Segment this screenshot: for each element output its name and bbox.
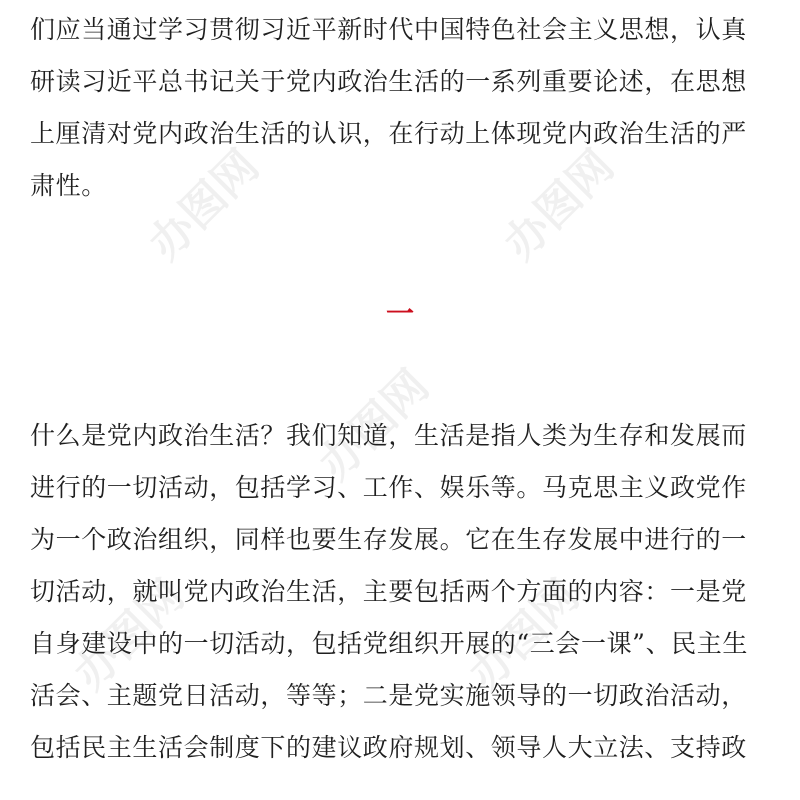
text-line: 进行的一切活动，包括学习、工作、娱乐等。马克思主义政党作 [30,473,747,502]
watermark: 办图网 [64,570,194,700]
text-line: 自身建设中的一切活动，包括党组织开展的“三会一课”、民主生 [30,629,748,658]
text-line: 研读习近平总书记关于党内政治生活的一系列重要论述，在思想 [30,67,747,96]
watermark: 办图网 [139,140,269,270]
text-line: 肃性。 [30,171,107,200]
watermark: 办图网 [494,140,624,270]
text-line: 上厘清对党内政治生活的认识，在行动上体现党内政治生活的严 [30,119,747,148]
text-line: 为一个政治组织，同样也要生存发展。它在生存发展中进行的一 [30,525,747,554]
text-line: 切活动，就叫党内政治生活，主要包括两个方面的内容：一是党 [30,577,747,606]
text-line: 包括民主生活会制度下的建议政府规划、领导人大立法、支持政 [30,733,747,762]
watermark: 办图网 [459,570,589,700]
watermark: 办图网 [309,360,439,490]
text-line: 什么是党内政治生活？我们知道，生活是指人类为生存和发展而 [30,421,747,450]
text-line: 活会、主题党日活动，等等；二是党实施领导的一切政治活动， [30,681,747,710]
paragraph-definition [30,410,775,774]
paragraph-intro [30,4,775,212]
text-line: 们应当通过学习贯彻习近平新时代中国特色社会主义思想，认真 [30,15,747,44]
section-heading: 一 [385,297,414,330]
